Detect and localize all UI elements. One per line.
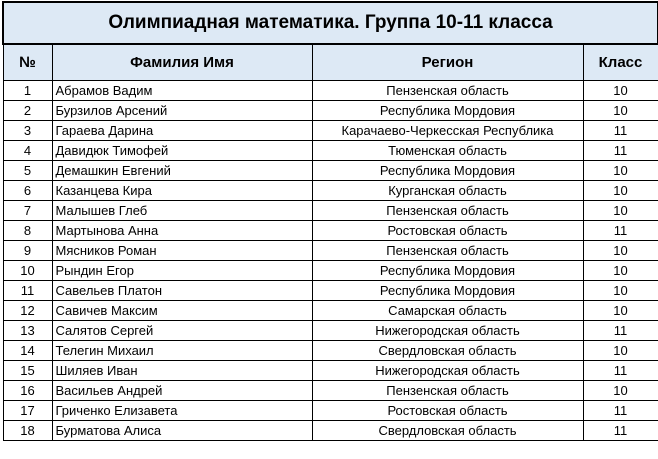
cell-name[interactable]: Савельев Платон bbox=[52, 281, 312, 301]
cell-grade[interactable]: 10 bbox=[583, 181, 658, 201]
cell-name[interactable]: Мартынова Анна bbox=[52, 221, 312, 241]
cell-name[interactable]: Бурзилов Арсений bbox=[52, 101, 312, 121]
cell-name[interactable]: Рындин Егор bbox=[52, 261, 312, 281]
header-num[interactable]: № bbox=[3, 44, 52, 81]
table-title: Олимпиадная математика. Группа 10-11 класса bbox=[3, 2, 658, 44]
table-body bbox=[3, 81, 658, 441]
cell-num[interactable]: 5 bbox=[3, 161, 52, 181]
table-row bbox=[3, 121, 658, 141]
cell-num[interactable]: 18 bbox=[3, 421, 52, 441]
table-row bbox=[3, 181, 658, 201]
cell-num[interactable]: 15 bbox=[3, 361, 52, 381]
cell-region[interactable]: Республика Мордовия bbox=[312, 101, 583, 121]
cell-grade[interactable]: 11 bbox=[583, 121, 658, 141]
cell-name[interactable]: Абрамов Вадим bbox=[52, 81, 312, 101]
cell-grade[interactable]: 11 bbox=[583, 321, 658, 341]
cell-name[interactable]: Салятов Сергей bbox=[52, 321, 312, 341]
cell-name[interactable]: Казанцева Кира bbox=[52, 181, 312, 201]
cell-num[interactable]: 10 bbox=[3, 261, 52, 281]
cell-num[interactable]: 17 bbox=[3, 401, 52, 421]
cell-grade[interactable]: 11 bbox=[583, 221, 658, 241]
cell-name[interactable]: Гриченко Елизавета bbox=[52, 401, 312, 421]
table-row bbox=[3, 261, 658, 281]
cell-region[interactable]: Республика Мордовия bbox=[312, 261, 583, 281]
cell-num[interactable]: 3 bbox=[3, 121, 52, 141]
cell-name[interactable]: Васильев Андрей bbox=[52, 381, 312, 401]
cell-region[interactable]: Нижегородская область bbox=[312, 321, 583, 341]
table-row bbox=[3, 281, 658, 301]
cell-name[interactable]: Шиляев Иван bbox=[52, 361, 312, 381]
cell-region[interactable]: Пензенская область bbox=[312, 241, 583, 261]
cell-num[interactable]: 1 bbox=[3, 81, 52, 101]
cell-region[interactable]: Республика Мордовия bbox=[312, 281, 583, 301]
cell-grade[interactable]: 11 bbox=[583, 361, 658, 381]
cell-num[interactable]: 13 bbox=[3, 321, 52, 341]
cell-grade[interactable]: 10 bbox=[583, 201, 658, 221]
cell-region[interactable]: Пензенская область bbox=[312, 381, 583, 401]
cell-grade[interactable]: 11 bbox=[583, 141, 658, 161]
cell-name[interactable]: Савичев Максим bbox=[52, 301, 312, 321]
header-region[interactable]: Регион bbox=[312, 44, 583, 81]
cell-region[interactable]: Ростовская область bbox=[312, 221, 583, 241]
cell-region[interactable]: Тюменская область bbox=[312, 141, 583, 161]
cell-region[interactable]: Ростовская область bbox=[312, 401, 583, 421]
cell-grade[interactable]: 10 bbox=[583, 341, 658, 361]
header-grade[interactable]: Класс bbox=[583, 44, 658, 81]
cell-region[interactable]: Свердловская область bbox=[312, 421, 583, 441]
cell-name[interactable]: Малышев Глеб bbox=[52, 201, 312, 221]
cell-region[interactable]: Пензенская область bbox=[312, 201, 583, 221]
cell-grade[interactable]: 10 bbox=[583, 301, 658, 321]
cell-num[interactable]: 8 bbox=[3, 221, 52, 241]
table-row bbox=[3, 241, 658, 261]
cell-num[interactable]: 6 bbox=[3, 181, 52, 201]
table-row bbox=[3, 321, 658, 341]
cell-grade[interactable]: 11 bbox=[583, 421, 658, 441]
table-row bbox=[3, 341, 658, 361]
cell-region[interactable]: Нижегородская область bbox=[312, 361, 583, 381]
header-row bbox=[3, 44, 658, 81]
cell-region[interactable]: Республика Мордовия bbox=[312, 161, 583, 181]
table-row bbox=[3, 101, 658, 121]
cell-grade[interactable]: 10 bbox=[583, 101, 658, 121]
table-row bbox=[3, 421, 658, 441]
cell-region[interactable]: Пензенская область bbox=[312, 81, 583, 101]
cell-name[interactable]: Мясников Роман bbox=[52, 241, 312, 261]
cell-num[interactable]: 4 bbox=[3, 141, 52, 161]
table-row bbox=[3, 361, 658, 381]
cell-grade[interactable]: 10 bbox=[583, 241, 658, 261]
cell-name[interactable]: Телегин Михаил bbox=[52, 341, 312, 361]
cell-region[interactable]: Свердловская область bbox=[312, 341, 583, 361]
table-row bbox=[3, 301, 658, 321]
cell-num[interactable]: 2 bbox=[3, 101, 52, 121]
cell-region[interactable]: Курганская область bbox=[312, 181, 583, 201]
cell-num[interactable]: 14 bbox=[3, 341, 52, 361]
header-name[interactable]: Фамилия Имя bbox=[52, 44, 312, 81]
cell-num[interactable]: 11 bbox=[3, 281, 52, 301]
cell-name[interactable]: Бурматова Алиса bbox=[52, 421, 312, 441]
cell-name[interactable]: Давидюк Тимофей bbox=[52, 141, 312, 161]
cell-grade[interactable]: 10 bbox=[583, 281, 658, 301]
cell-num[interactable]: 16 bbox=[3, 381, 52, 401]
title-row bbox=[3, 2, 658, 44]
cell-region[interactable]: Самарская область bbox=[312, 301, 583, 321]
cell-name[interactable]: Гараева Дарина bbox=[52, 121, 312, 141]
table-row bbox=[3, 81, 658, 101]
table-row bbox=[3, 401, 658, 421]
table-row bbox=[3, 161, 658, 181]
table-row bbox=[3, 221, 658, 241]
cell-name[interactable]: Демашкин Евгений bbox=[52, 161, 312, 181]
cell-grade[interactable]: 11 bbox=[583, 401, 658, 421]
participants-table bbox=[2, 1, 658, 441]
cell-grade[interactable]: 10 bbox=[583, 161, 658, 181]
table-row bbox=[3, 381, 658, 401]
cell-region[interactable]: Карачаево-Черкесская Республика bbox=[312, 121, 583, 141]
cell-num[interactable]: 7 bbox=[3, 201, 52, 221]
cell-grade[interactable]: 10 bbox=[583, 381, 658, 401]
cell-num[interactable]: 9 bbox=[3, 241, 52, 261]
cell-grade[interactable]: 10 bbox=[583, 81, 658, 101]
cell-grade[interactable]: 10 bbox=[583, 261, 658, 281]
table-row bbox=[3, 141, 658, 161]
table-row bbox=[3, 201, 658, 221]
cell-num[interactable]: 12 bbox=[3, 301, 52, 321]
